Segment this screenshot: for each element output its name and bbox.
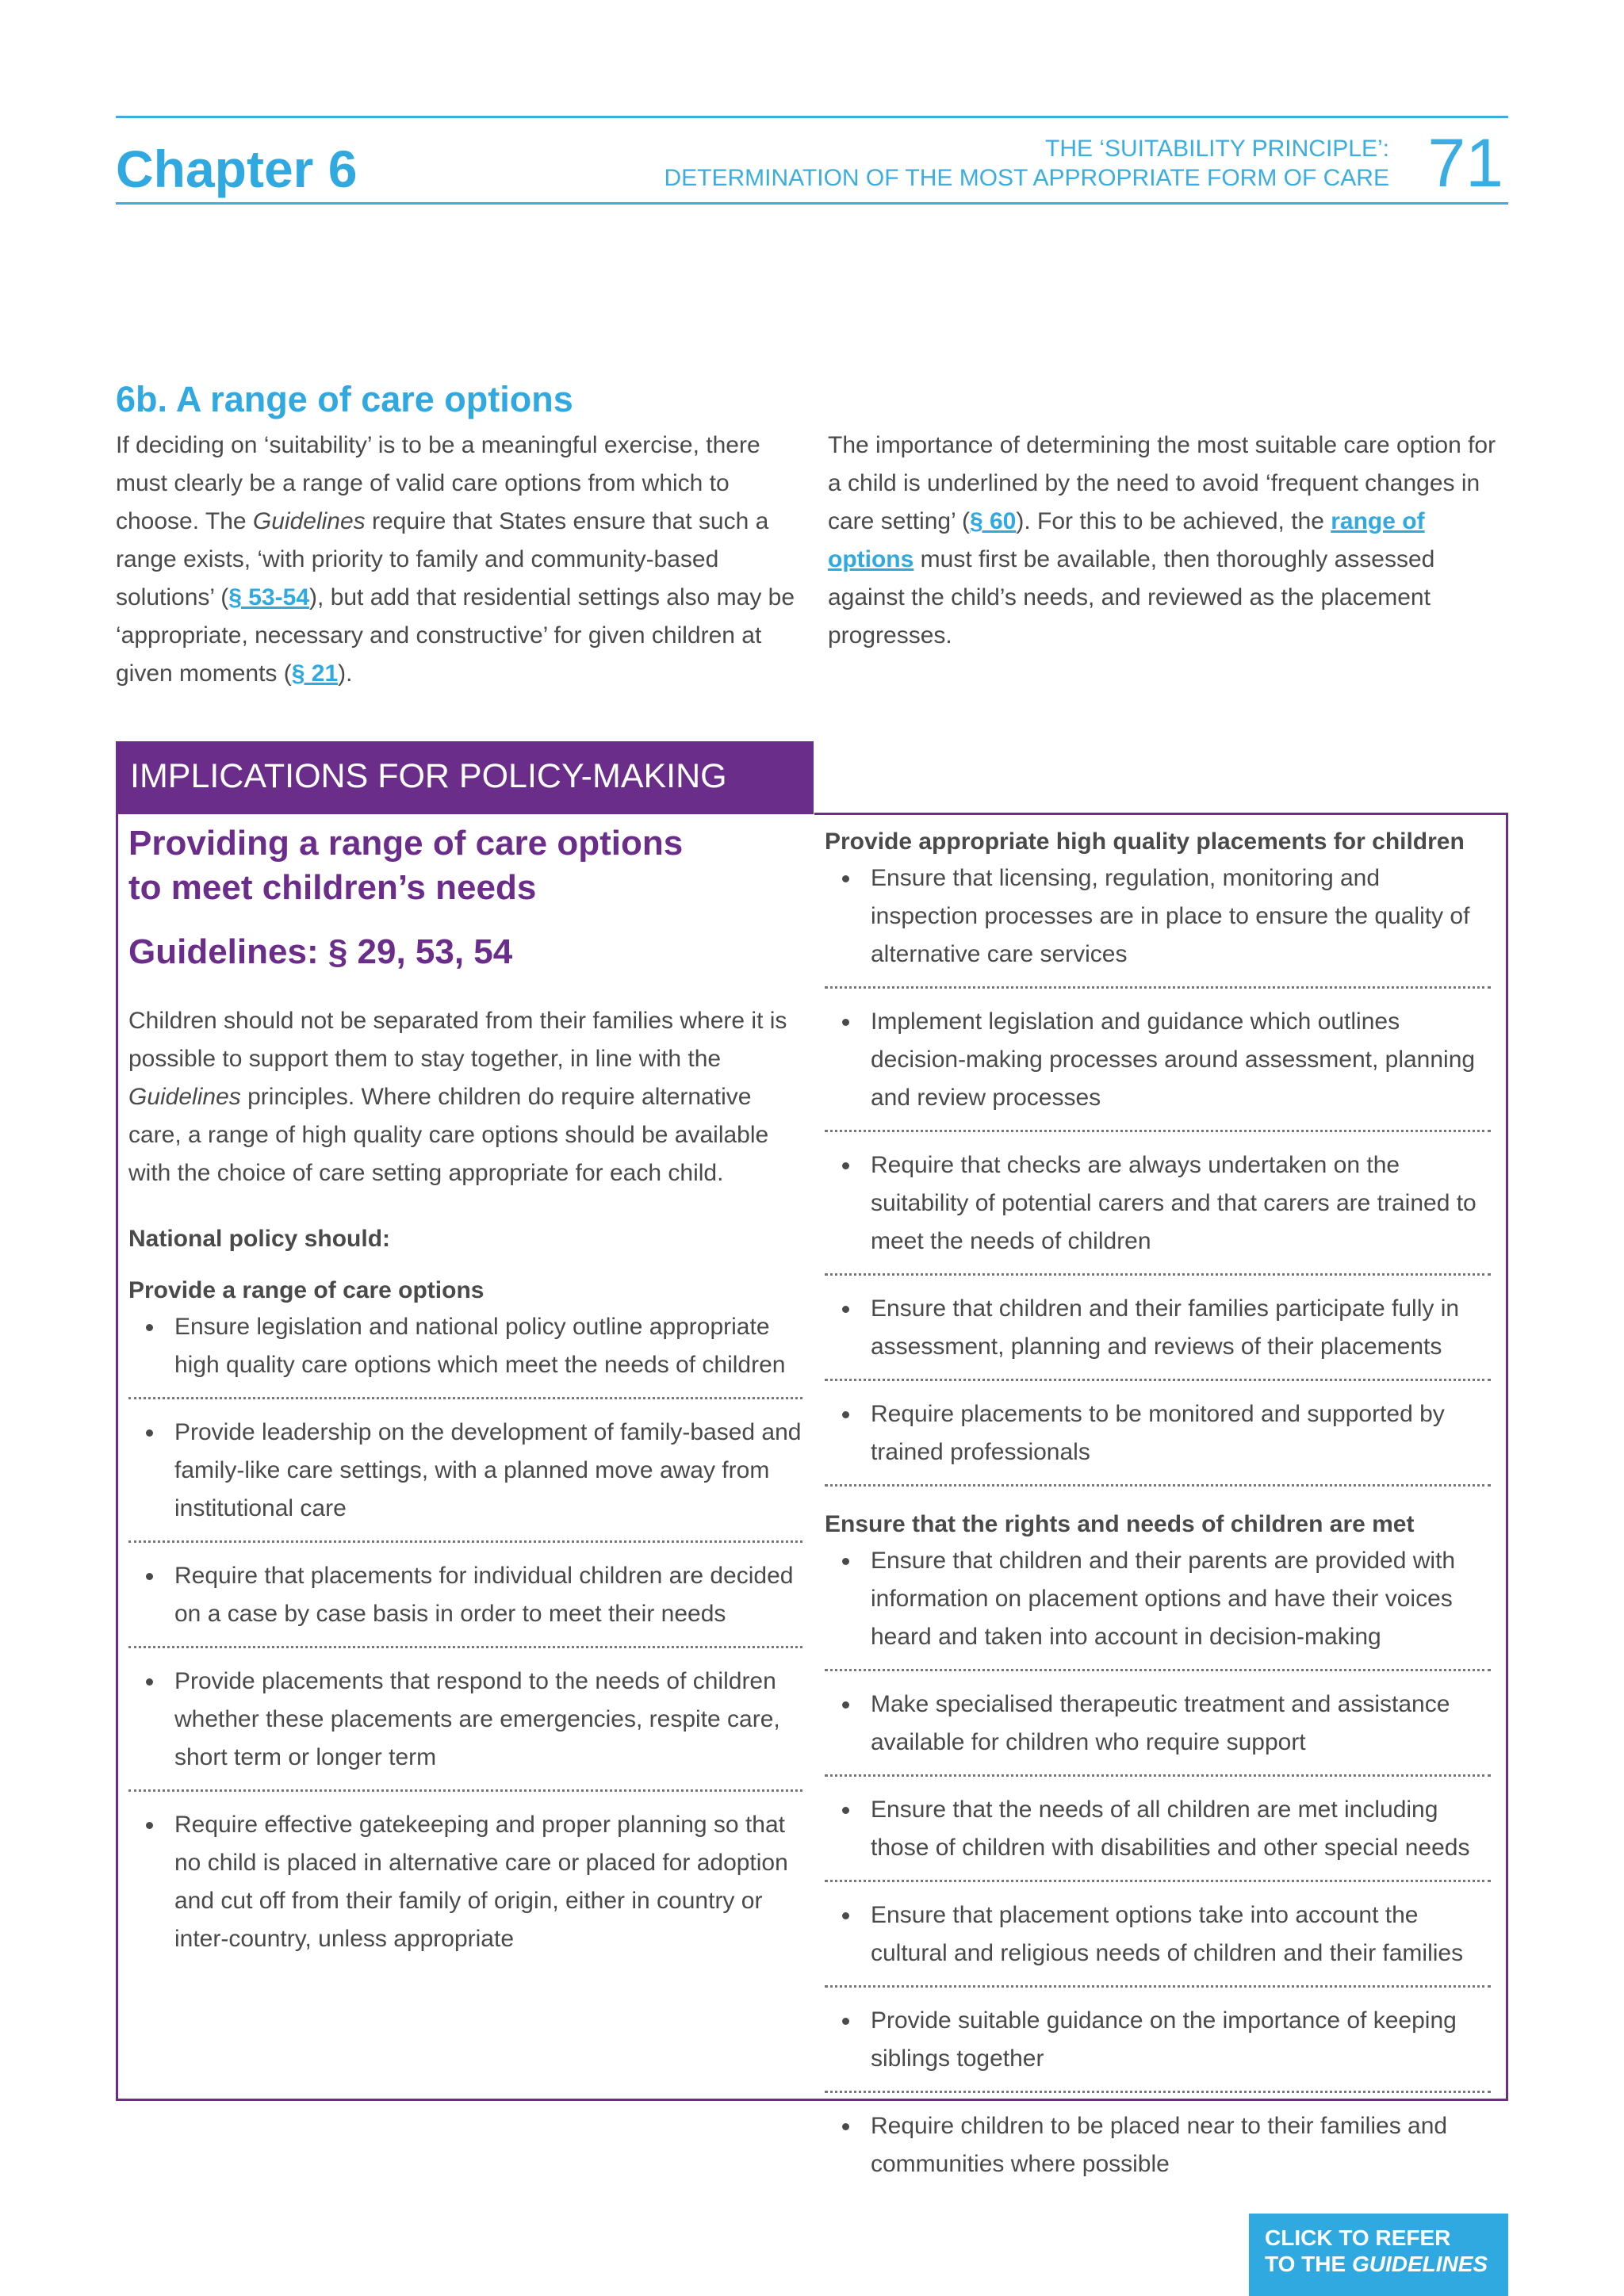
right-group-1-list xyxy=(825,859,1491,1487)
running-title-line-2: DETERMINATION OF THE MOST APPROPRIATE FORM OF CARE xyxy=(664,165,1389,191)
link-range-of-options[interactable]: range of options xyxy=(828,508,1425,572)
national-policy-label: National policy should: xyxy=(128,1226,391,1252)
list-item: Implement legislation and guidance which outlines decision-making processes around assessment, planning and review processes xyxy=(825,1003,1491,1132)
list-item: Require that placements for individual children are decided on a case by case basis in order to meet their needs xyxy=(128,1557,802,1648)
list-item: Ensure that licensing, regulation, monitoring and inspection processes are in place to ensure the quality of alternative care services xyxy=(825,859,1491,989)
right-group-2-heading: Ensure that the rights and needs of children are met xyxy=(825,1511,1415,1537)
guidelines-italic: Guidelines xyxy=(252,508,366,534)
section-left-paragraph xyxy=(116,427,806,693)
link-section-21[interactable]: § 21 xyxy=(291,660,339,687)
policy-intro xyxy=(128,1002,802,1192)
text: TO THE xyxy=(1265,2252,1352,2276)
text: principles. Where children do require alternative care, a range of high quality care options should be available with the choice of care setting appropriate for each child. xyxy=(128,1084,769,1186)
guidelines-italic: GUIDELINES xyxy=(1351,2252,1488,2276)
section-right-paragraph xyxy=(828,427,1502,655)
link-section-53-54[interactable]: § 53-54 xyxy=(228,584,310,610)
link-section-60[interactable]: § 60 xyxy=(969,508,1017,534)
page-header xyxy=(116,116,1508,205)
list-item: Require placements to be monitored and supported by trained professionals xyxy=(825,1395,1491,1487)
text: require that States ensure that such a range exists, ‘with priority to family and community-based solutions’ ( xyxy=(116,508,769,610)
list-item: Ensure that children and their families participate fully in assessment, planning and reviews of their placements xyxy=(825,1290,1491,1381)
guidelines-italic: Guidelines xyxy=(128,1084,241,1110)
list-item: Provide suitable guidance on the importance of keeping siblings together xyxy=(825,2002,1491,2093)
policy-right-column xyxy=(825,825,1491,2210)
policy-left-column xyxy=(128,821,802,1985)
list-item: Provide placements that respond to the needs of children whether these placements are emergencies, respite care, short term or longer term xyxy=(128,1663,802,1792)
list-item: Ensure that children and their parents are provided with information on placement options and have their voices heard and taken into account in decision-making xyxy=(825,1542,1491,1671)
right-group-1-heading: Provide appropriate high quality placements for children xyxy=(825,828,1465,855)
list-item: Require that checks are always undertaken on the suitability of potential carers and that carers are trained to meet the needs of children xyxy=(825,1146,1491,1276)
left-group-heading: Provide a range of care options xyxy=(128,1277,485,1303)
page-number: 71 xyxy=(1427,125,1503,201)
policy-tab-label: IMPLICATIONS FOR POLICY-MAKING xyxy=(116,741,814,814)
text: ). For this to be achieved, the xyxy=(1016,508,1331,534)
list-item: Make specialised therapeutic treatment and assistance available for children who require support xyxy=(825,1686,1491,1777)
text: The importance of determining the most suitable care option for a child is underlined by the need to avoid ‘frequent changes in care setting’ ( xyxy=(828,432,1496,534)
running-title xyxy=(664,134,1389,193)
list-item: Ensure legislation and national policy outline appropriate high quality care options which meet the needs of children xyxy=(128,1308,802,1399)
policy-guidelines-ref: Guidelines: § 29, 53, 54 xyxy=(128,932,513,971)
section-title: 6b. A range of care options xyxy=(116,379,573,419)
left-group-list xyxy=(128,1308,802,1971)
list-item: Require effective gatekeeping and proper planning so that no child is placed in alternative care or placed for adoption and cut off from their family of origin, either in country or inter-country, unless appropriate xyxy=(128,1806,802,1971)
policy-title xyxy=(128,821,802,910)
text: ), but add that residential settings also may be ‘appropriate, necessary and constructive’ for given children at given moments ( xyxy=(116,584,795,687)
text: Children should not be separated from their families where it is possible to support them to stay together, in line with the xyxy=(128,1008,787,1072)
list-item: Provide leadership on the development of family-based and family-like care settings, with a planned move away from institutional care xyxy=(128,1414,802,1543)
text: ). xyxy=(338,660,353,687)
list-item: Require children to be placed near to their families and communities where possible xyxy=(825,2107,1491,2196)
running-title-line-1: THE ‘SUITABILITY PRINCIPLE’: xyxy=(1045,136,1389,162)
chapter-title: Chapter 6 xyxy=(116,140,358,198)
list-item: Ensure that the needs of all children are met including those of children with disabilities and other special needs xyxy=(825,1791,1491,1882)
policy-title-line-1: Providing a range of care options xyxy=(128,824,684,863)
right-group-2-list xyxy=(825,1542,1491,2196)
refer-to-guidelines-button[interactable] xyxy=(1249,2214,1508,2296)
text: must first be available, then thoroughly assessed against the child’s needs, and reviewed as the placement progresses. xyxy=(828,546,1435,649)
cta-line-2 xyxy=(1265,2251,1492,2277)
policy-box-divider xyxy=(814,813,1508,815)
policy-title-line-2: to meet children’s needs xyxy=(128,868,537,907)
list-item: Ensure that placement options take into account the cultural and religious needs of children and their families xyxy=(825,1896,1491,1988)
text: If deciding on ‘suitability’ is to be a meaningful exercise, there must clearly be a range of valid care options from which to choose. The xyxy=(116,432,760,534)
cta-line-1: CLICK TO REFER xyxy=(1265,2225,1451,2250)
